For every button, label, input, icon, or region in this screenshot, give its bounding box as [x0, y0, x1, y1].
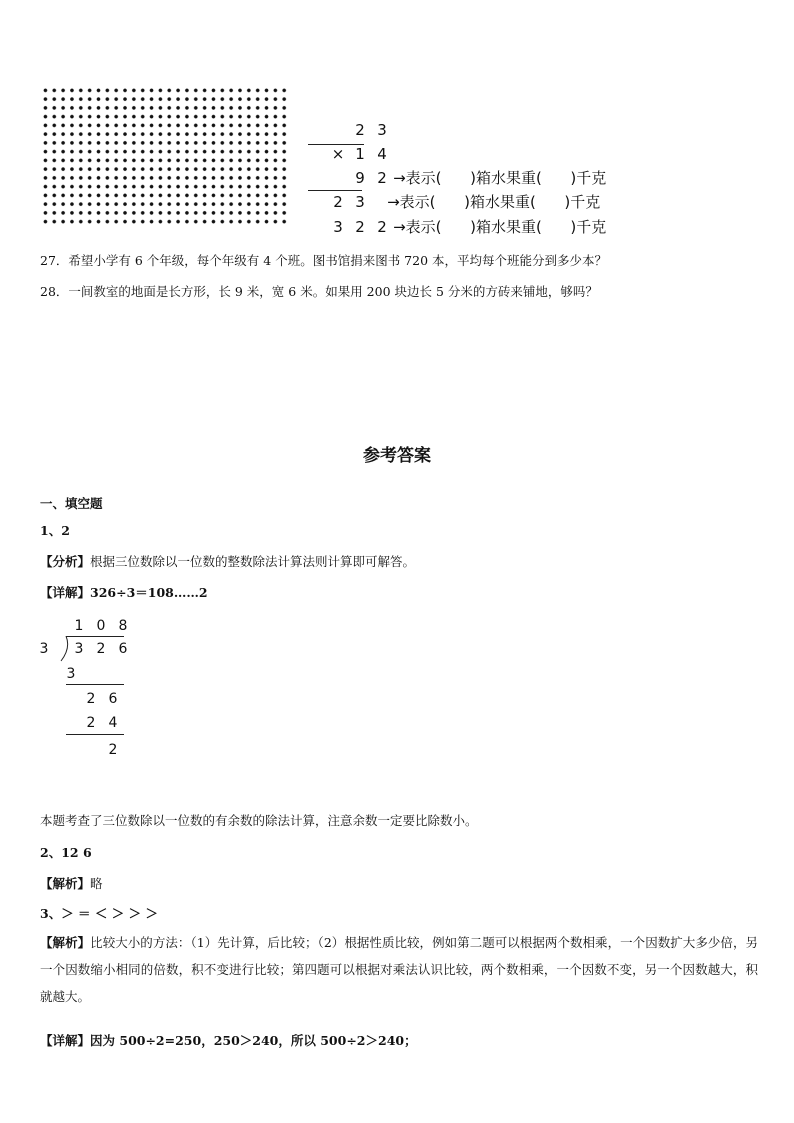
division-divisor: 3	[39, 641, 49, 657]
division-quotient: 1 0 8	[74, 618, 128, 634]
division-line-1	[66, 684, 124, 685]
answer-1-analysis: 【分析】根据三位数除以一位数的整数除法计算法则计算即可解答。	[40, 554, 416, 569]
question-27: 27．希望小学有 6 个年级，每个年级有 4 个班。图书馆捐来图书 720 本，平均每个班能分到多少本？	[40, 253, 608, 268]
division-top-line	[66, 636, 124, 637]
mult-row-4: 2 3 →表示( )箱水果重( )千克	[333, 193, 601, 211]
mult-row-5: 3 2 2 →表示( )箱水果重( )千克	[333, 218, 607, 236]
division-step-1: 3	[66, 666, 76, 682]
division-remainder: 2	[108, 742, 118, 758]
mult-row-2: × 1 4	[331, 145, 387, 163]
answer-1-number: 1、2	[40, 523, 70, 538]
answer-1-detail: 【详解】326÷3＝108……2	[40, 585, 208, 600]
answer-1-summary: 本题考查了三位数除以一位数的有余数的除法计算，注意余数一定要比除数小。	[40, 813, 478, 828]
answer-2-number: 2、12 6	[40, 845, 92, 860]
mult-line-2	[308, 190, 362, 191]
answer-3-explanation: 【解析】比较大小的方法：（1）先计算，后比较；（2）根据性质比较，例如第二题可以根据两个数相乘，一个因数扩大多少倍，另一个因数缩小相同的倍数，积不变进行比较；第四题可以根据对乘法认识比较，两个数相乘，一个因数不变，另一个因数越大，积就越大。	[40, 935, 758, 1004]
answer-3-number: 3、＞ ＝ ＜ ＞ ＞ ＞	[40, 906, 158, 921]
dot-grid-figure	[41, 86, 289, 226]
answer-3-detail: 【详解】因为 500÷2=250，250＞240，所以 500÷2＞240；	[40, 1033, 417, 1048]
section-heading: 一、填空题	[40, 496, 103, 511]
mult-row-3: 9 2 →表示( )箱水果重( )千克	[355, 169, 607, 187]
mult-line-1	[308, 144, 364, 145]
division-dividend: 3 2 6	[74, 641, 128, 657]
division-step-3: 2 4	[86, 715, 118, 731]
division-line-2	[66, 734, 124, 735]
question-28: 28．一间教室的地面是长方形，长 9 米，宽 6 米。如果用 200 块边长 5 分米的方砖来铺地，够吗？	[40, 284, 598, 299]
mult-row-1: 2 3	[355, 121, 387, 139]
division-step-2: 2 6	[86, 691, 118, 707]
answers-title: 参考答案	[363, 446, 431, 466]
answer-2-explanation: 【解析】略	[40, 876, 103, 891]
